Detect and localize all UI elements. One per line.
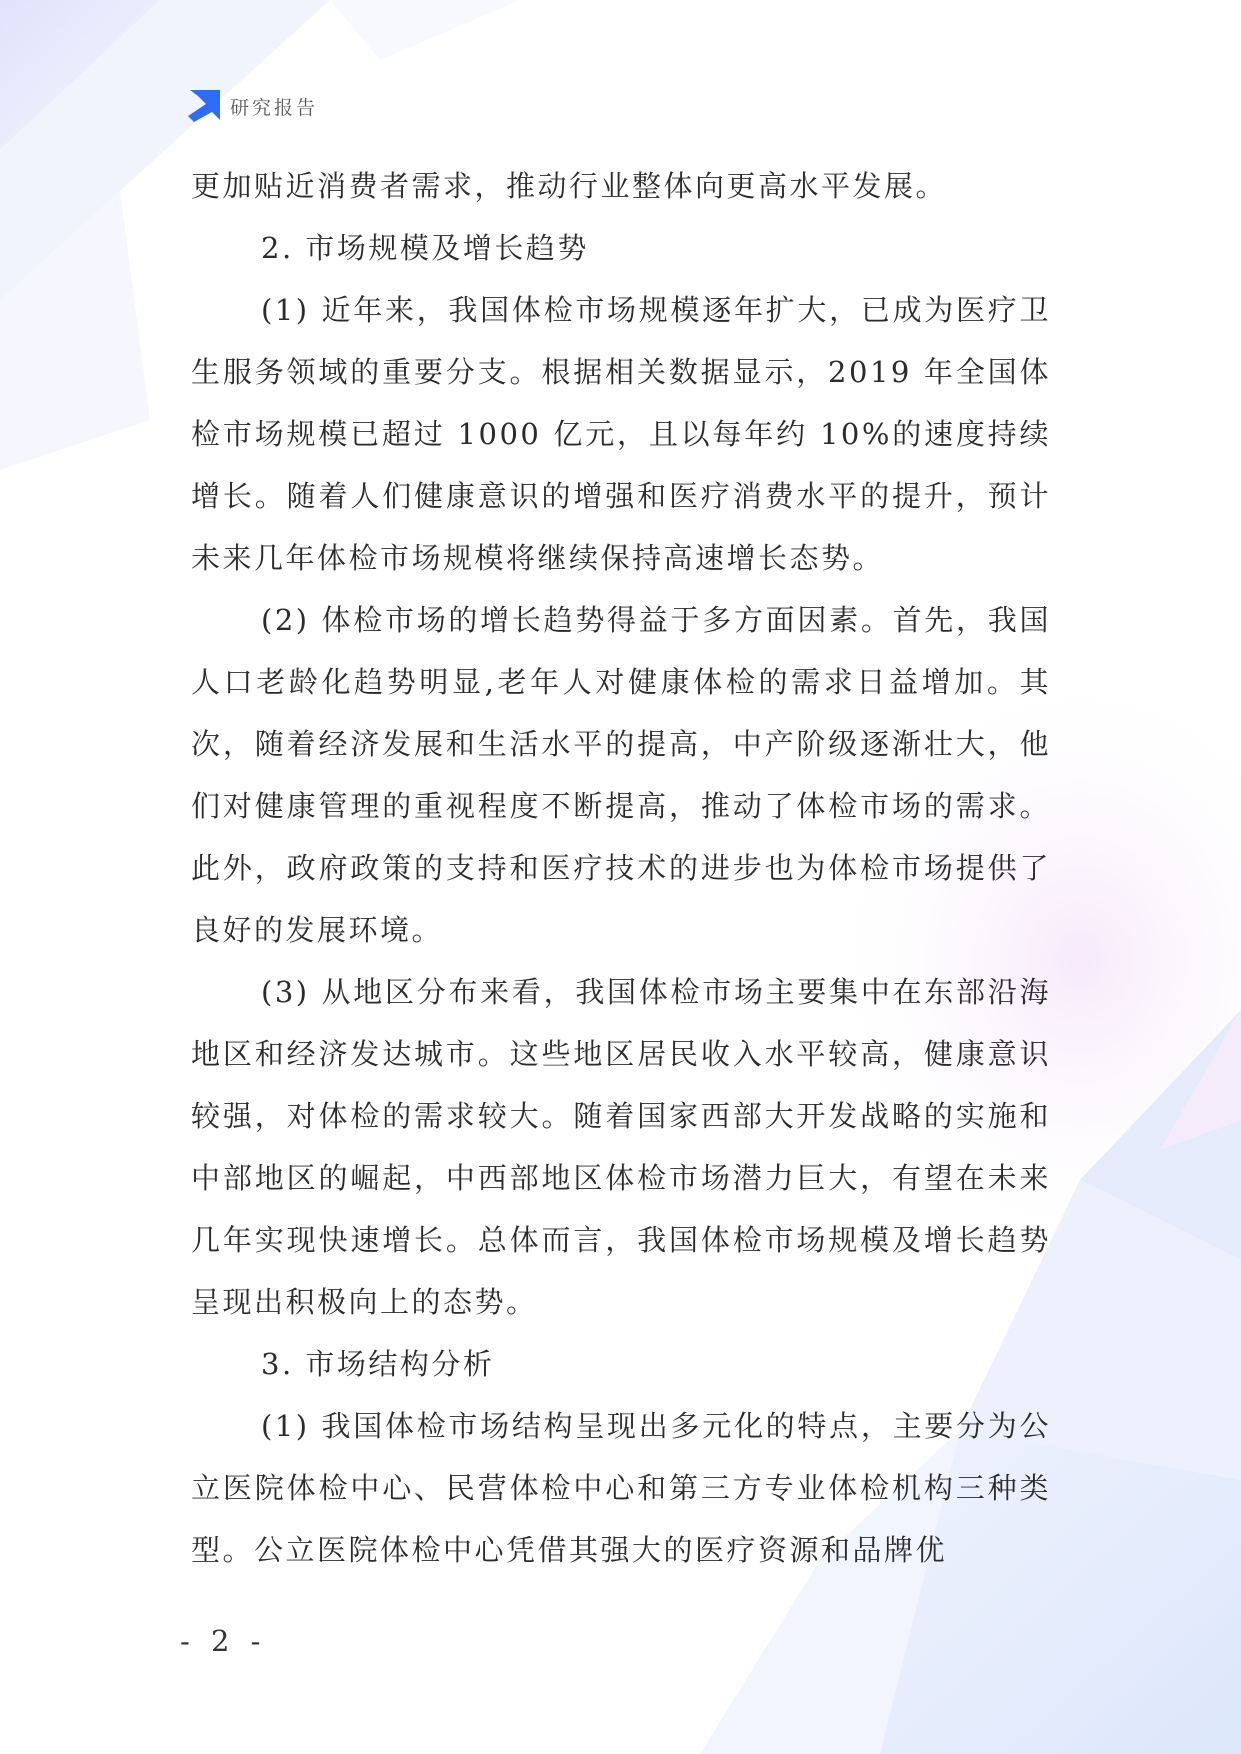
report-header: [186, 90, 318, 122]
paragraph-market-size-2: (2) 体检市场的增长趋势得益于多方面因素。首先，我国人口老龄化趋势明显,老年人对健康体检的需求日益增加。其次，随着经济发展和生活水平的提高，中产阶级逐渐壮大，他们对健康管理的重视程度不断提高，推动了体检市场的需求。此外，政府政策的支持和医疗技术的进步也为体检市场提供了良好的发展环境。: [191, 603, 1051, 947]
paragraph-market-size-1: (1) 近年来，我国体检市场规模逐年扩大，已成为医疗卫生服务领域的重要分支。根据相关数据显示，2019 年全国体检市场规模已超过 1000 亿元，且以每年约 10%的速度持续增长。随着人们健康意识的增强和医疗消费水平的提升，预计未来几年体检市场规模将继续保持高速增长态势。: [191, 293, 1051, 575]
section-heading-market-structure: 3. 市场结构分析: [261, 1347, 495, 1381]
paragraph-market-structure-1: (1) 我国体检市场结构呈现出多元化的特点，主要分为公立医院体检中心、民营体检中心和第三方专业体检机构三种类型。公立医院体检中心凭借其强大的医疗资源和品牌优: [191, 1409, 1051, 1567]
header-title: 研究报告: [230, 96, 319, 119]
page-number: - 2 -: [180, 1624, 267, 1658]
paragraph-market-size-3: (3) 从地区分布来看，我国体检市场主要集中在东部沿海地区和经济发达城市。这些地区居民收入水平较高，健康意识较强，对体检的需求较大。随着国家西部大开发战略的实施和中部地区的崛起，中西部地区体检市场潜力巨大，有望在未来几年实现快速增长。总体而言，我国体检市场规模及增长趋势呈现出积极向上的态势。: [191, 975, 1051, 1319]
section-heading-market-size: 2. 市场规模及增长趋势: [261, 231, 589, 265]
document-body: [191, 155, 1051, 1581]
paragraph-lead: 更加贴近消费者需求，推动行业整体向更高水平发展。: [191, 169, 948, 203]
arrow-up-right-icon: [186, 90, 220, 122]
